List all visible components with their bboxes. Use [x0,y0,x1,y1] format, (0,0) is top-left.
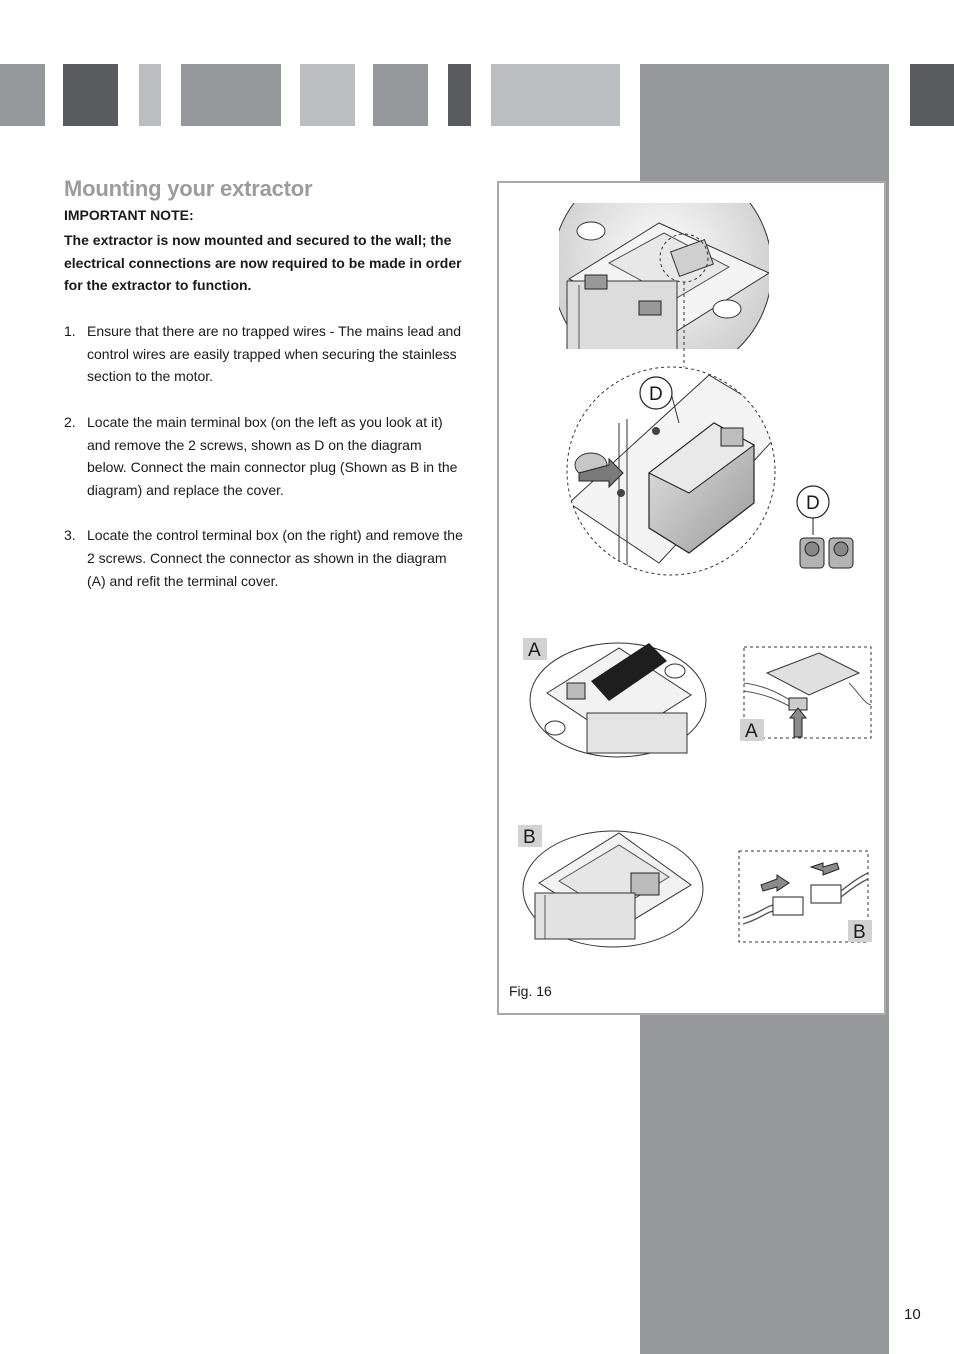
figure-caption: Fig. 16 [509,983,552,999]
terminal-box-detail-illustration [567,367,789,583]
figure-illustration [499,183,884,1013]
step-number: 2. [64,413,76,430]
important-note-heading: IMPORTANT NOTE: [64,207,194,223]
header-bar-9 [910,64,954,126]
header-bar-4 [181,64,281,126]
label-d-screws: D [806,493,820,514]
step-number: 1. [64,323,76,339]
figure-panel [497,181,886,1015]
header-bar-3 [139,64,161,126]
label-d-detail: D [649,384,663,405]
label-a-overview: A [528,640,541,661]
instruction-list [64,320,464,615]
control-terminal-overview-illustration [530,643,706,757]
screws-illustration [800,538,853,568]
header-bar-2 [63,64,118,126]
top-overview-illustration [552,183,772,379]
step-number: 3. [64,527,76,544]
page-title: Mounting your extractor [64,176,313,201]
step-3 [64,524,464,592]
step-text: Ensure that there are no trapped wires - The mains lead and control wires are easily trapped when securing the stainless section to the motor. [87,323,462,385]
label-b-overview: B [523,827,536,848]
step-2 [64,411,464,502]
page-number: 10 [904,1306,921,1323]
header-bar-8 [491,64,620,126]
step-1 [64,320,464,388]
header-bar-5 [300,64,355,126]
label-a-detail: A [745,721,758,742]
step-text: Locate the main terminal box (on the left as you look at it) and remove the 2 screws, shown as D on the diagram below. Connect the main connector plug (Shown as B in the diagram) and replace the cover. [87,413,458,498]
header-bar-6 [373,64,428,126]
header-bar-7 [448,64,471,126]
main-terminal-overview-illustration [523,831,703,947]
step-text: Locate the control terminal box (on the right) and remove the 2 screws. Connect the connector as shown in the diagram (A) and refit the terminal cover. [87,527,463,589]
important-note-body: The extractor is now mounted and secured to the wall; the electrical connections are now required to be made in order for the extractor to function. [64,232,462,294]
label-b-detail: B [853,922,866,943]
header-bar-1 [0,64,45,126]
